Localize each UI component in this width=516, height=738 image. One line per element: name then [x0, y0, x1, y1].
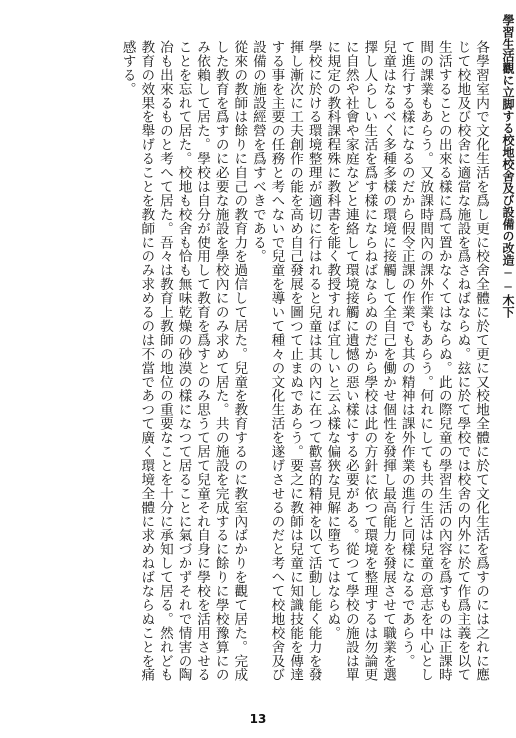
paragraph: 學校に於ける環境整理が適切に行はれると兒童は其の內に在つて歡喜的精神を以て活動し能く能力を發揮し漸次に工夫創作の能を高め自己發展を圖つて止まぬであらう。要之に教師は兒童に知識技能を傳達する事を主要の任務と考へないで兒童を導いて種々の文化生活を遂げさせるのだと考へて校地校舍及び設備の施設經營を爲すべきである。	[249, 40, 322, 682]
paragraph: 從來の教師は餘りに自己の教育力を過信して居た。兒童を教育するのに教室內ばかりを觀て居た。完成した教育を爲すのに必要な施設を學校內にのみ求めて居た。共の施設を完成するに餘りに學校豫算にのみ依賴して居た。學校は自分が使用して教育を爲すとのみ思うて居て兒童それ自身に學校を活用させることを忘れて居た。校地も校舍も恰も無味乾燥の砂漠の樣になつて居ることに氣づかずそれで情害の陶冶も出來るものと考へて居た。吾々は教育上教師の地位の重要なことを十分に承知して居る。然れども教育の效果を舉げることを教師にのみ求めるのは不當であつて廣く環境全體に求めねばならぬことを痛感する。	[119, 40, 248, 682]
paragraph: 兒童はなるべく多種多樣の環境に接觸して全自己を働かせ個性を發揮し最高能力を發展させて職業を選擇し人らしい生活を爲す樣にならねばならぬのだから學校は此の方針に依つて環境を整理するは勿論更に自然や社會や家庭などと連絡して環境接觸に遺憾の惡い樣にする必要がある。從つて學校の施設は單に規定の教科課程殊に教科書を能く教授すれば宜しいと云ふ樣な偏狹な見解に墮ちてはならぬ。	[324, 40, 397, 682]
body-text	[16, 40, 490, 692]
paragraph: 各學習室内で文化生活を爲し更に校舍全體に於て更に又校地全體に於て文化生活を爲すのには之れに應じて校地及び校舍に適當な施設を爲さねばならぬ。玆に於て學校では校舍の内外に於て作爲主義を以て生活することの出來る樣に爲て置かなくてはならぬ。此の際兒童の學習生活の內容を爲すものは正課時間の課業もあらう。又放課時間內の課外作業もあらう。何れにしても共の生活は兒童の意志を中心として進行する樣になるのだから假令正課の作業でも其の精神は課外作業の進行と同樣になるであらう。	[398, 40, 489, 682]
running-head: 學習生活觀に立脚する校地校舍及び設備の改造──木下	[501, 14, 515, 318]
page-number: 13	[249, 712, 267, 726]
